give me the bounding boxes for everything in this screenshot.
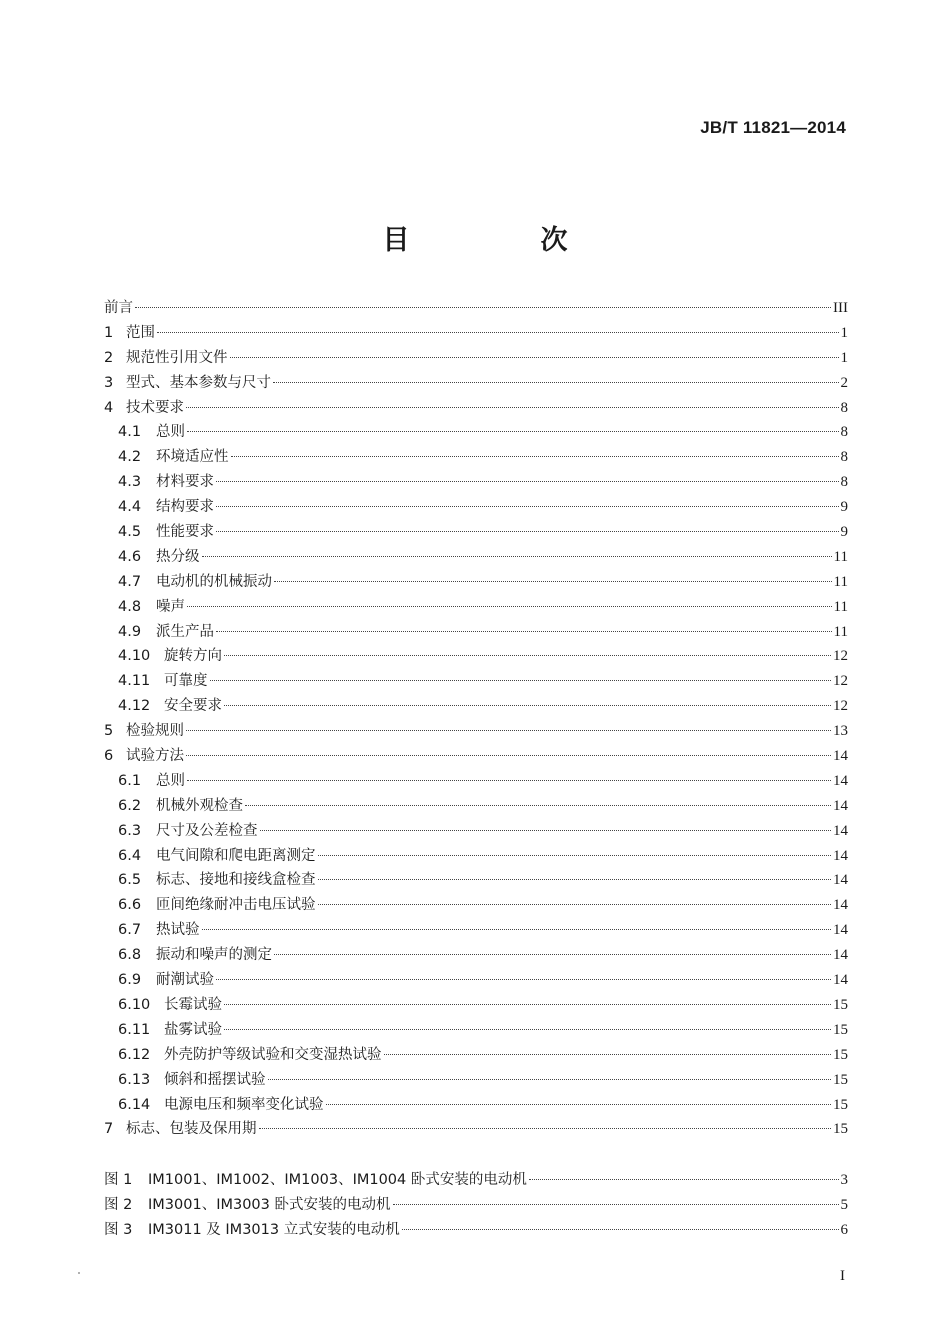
toc-entry[interactable] bbox=[104, 644, 848, 669]
toc-entry[interactable] bbox=[104, 1093, 848, 1118]
page-ref: 14 bbox=[833, 822, 848, 839]
toc-entry[interactable] bbox=[104, 545, 848, 570]
table-of-contents bbox=[104, 296, 848, 1243]
dot-leader bbox=[318, 904, 832, 905]
page-ref: 14 bbox=[833, 897, 848, 914]
toc-entry[interactable] bbox=[104, 420, 848, 445]
page-ref: 11 bbox=[833, 598, 848, 615]
section-title: 派生产品 bbox=[156, 623, 214, 640]
dot-leader bbox=[187, 431, 839, 432]
dot-leader bbox=[187, 606, 832, 607]
dot-leader bbox=[202, 556, 832, 557]
dot-leader bbox=[210, 680, 832, 681]
section-title: 电动机的机械振动 bbox=[156, 573, 272, 590]
figure-number: 图 2 bbox=[104, 1197, 133, 1214]
dot-leader bbox=[186, 730, 831, 731]
dot-leader bbox=[231, 456, 839, 457]
toc-entry[interactable] bbox=[104, 595, 848, 620]
toc-entry[interactable] bbox=[104, 918, 848, 943]
section-title: 振动和噪声的测定 bbox=[156, 947, 272, 964]
toc-entries bbox=[104, 296, 848, 1142]
figure-number: 图 1 bbox=[104, 1172, 133, 1189]
dot-leader bbox=[402, 1229, 839, 1230]
section-number: 3 bbox=[104, 374, 114, 391]
page-ref: 5 bbox=[840, 1197, 848, 1214]
page-ref: 12 bbox=[833, 648, 848, 665]
section-number: 6.7 bbox=[118, 922, 142, 939]
dot-leader bbox=[318, 879, 832, 880]
section-title: 材料要求 bbox=[156, 474, 214, 491]
toc-entry[interactable] bbox=[104, 1117, 848, 1142]
section-number: 4.1 bbox=[118, 424, 142, 441]
dot-leader bbox=[274, 581, 832, 582]
page-ref: 14 bbox=[833, 748, 848, 765]
page-ref: 15 bbox=[833, 1121, 848, 1138]
section-title: 标志、接地和接线盒检查 bbox=[156, 872, 316, 889]
figure-entry[interactable] bbox=[104, 1168, 848, 1193]
dot-leader bbox=[224, 705, 831, 706]
section-title: 盐雾试验 bbox=[164, 1021, 222, 1038]
toc-entry[interactable] bbox=[104, 371, 848, 396]
dot-leader bbox=[384, 1054, 832, 1055]
toc-entry[interactable] bbox=[104, 844, 848, 869]
section-title: 旋转方向 bbox=[164, 648, 222, 665]
section-title: 检验规则 bbox=[126, 723, 184, 740]
page-ref: 11 bbox=[833, 623, 848, 640]
dot-leader bbox=[224, 1004, 831, 1005]
page-ref: 15 bbox=[833, 996, 848, 1013]
toc-entry[interactable] bbox=[104, 445, 848, 470]
dot-leader bbox=[186, 755, 831, 756]
dot-leader bbox=[326, 1104, 832, 1105]
section-number: 4.7 bbox=[118, 573, 142, 590]
toc-entry[interactable] bbox=[104, 868, 848, 893]
section-number: 5 bbox=[104, 723, 114, 740]
section-title: 噪声 bbox=[156, 598, 185, 615]
section-title: 尺寸及公差检查 bbox=[156, 822, 258, 839]
section-title: 外壳防护等级试验和交变湿热试验 bbox=[164, 1046, 382, 1063]
section-title: 规范性引用文件 bbox=[126, 349, 228, 366]
section-number: 6.9 bbox=[118, 972, 142, 989]
toc-entry[interactable] bbox=[104, 346, 848, 371]
toc-entry[interactable] bbox=[104, 495, 848, 520]
page-number: I bbox=[840, 1268, 845, 1284]
figure-title: IM3011 及 IM3013 立式安装的电动机 bbox=[148, 1222, 400, 1239]
figure-number: 图 3 bbox=[104, 1222, 133, 1239]
toc-entry[interactable] bbox=[104, 744, 848, 769]
section-number: 6.14 bbox=[118, 1096, 151, 1113]
toc-entry[interactable] bbox=[104, 1043, 848, 1068]
toc-entry[interactable] bbox=[104, 943, 848, 968]
toc-entry[interactable] bbox=[104, 1068, 848, 1093]
figure-title: IM1001、IM1002、IM1003、IM1004 卧式安装的电动机 bbox=[148, 1172, 527, 1189]
section-title: 电气间隙和爬电距离测定 bbox=[156, 847, 316, 864]
page-ref: 14 bbox=[833, 872, 848, 889]
section-title: 结构要求 bbox=[156, 499, 214, 516]
toc-entry[interactable] bbox=[104, 893, 848, 918]
dot-leader bbox=[529, 1179, 839, 1180]
section-number: 7 bbox=[104, 1121, 114, 1138]
page-ref: 12 bbox=[833, 698, 848, 715]
section-number: 4.9 bbox=[118, 623, 142, 640]
section-title: 型式、基本参数与尺寸 bbox=[126, 374, 271, 391]
page-ref: 3 bbox=[840, 1172, 848, 1189]
toc-entry[interactable] bbox=[104, 694, 848, 719]
section-number: 6 bbox=[104, 748, 114, 765]
dot-leader bbox=[186, 407, 839, 408]
page-ref: 14 bbox=[833, 797, 848, 814]
dot-leader bbox=[318, 855, 832, 856]
section-number: 6.10 bbox=[118, 996, 151, 1013]
section-title: 安全要求 bbox=[164, 698, 222, 715]
figure-title: IM3001、IM3003 卧式安装的电动机 bbox=[148, 1197, 391, 1214]
toc-entry[interactable] bbox=[104, 819, 848, 844]
section-number: 4.8 bbox=[118, 598, 142, 615]
section-title: 电源电压和频率变化试验 bbox=[164, 1096, 324, 1113]
dot-leader bbox=[273, 382, 839, 383]
page-ref: 9 bbox=[840, 499, 848, 516]
section-number: 4.12 bbox=[118, 698, 151, 715]
page-title: 目 次 bbox=[382, 225, 620, 256]
page-ref: 13 bbox=[833, 723, 848, 740]
toc-entry[interactable] bbox=[104, 719, 848, 744]
page-ref: 8 bbox=[840, 474, 848, 491]
figure-entry[interactable] bbox=[104, 1193, 848, 1218]
dot-leader bbox=[230, 357, 839, 358]
page-ref: 15 bbox=[833, 1096, 848, 1113]
section-number: 6.1 bbox=[118, 772, 142, 789]
section-number: 4.6 bbox=[118, 548, 142, 565]
page-ref: 8 bbox=[840, 424, 848, 441]
page-ref: 14 bbox=[833, 772, 848, 789]
section-number: 4.10 bbox=[118, 648, 151, 665]
page-ref: 1 bbox=[840, 324, 848, 341]
toc-entry[interactable] bbox=[104, 296, 848, 321]
section-number: 6.13 bbox=[118, 1071, 151, 1088]
page-ref: 14 bbox=[833, 947, 848, 964]
section-title: 长霉试验 bbox=[164, 996, 222, 1013]
section-number: 2 bbox=[104, 349, 114, 366]
section-title: 倾斜和摇摆试验 bbox=[164, 1071, 266, 1088]
section-number: 4.2 bbox=[118, 449, 142, 466]
figure-entry[interactable] bbox=[104, 1218, 848, 1243]
section-number: 6.8 bbox=[118, 947, 142, 964]
toc-entry[interactable] bbox=[104, 794, 848, 819]
section-title: 热试验 bbox=[156, 922, 200, 939]
dot-leader bbox=[216, 481, 839, 482]
section-title: 范围 bbox=[126, 324, 155, 341]
dot-leader bbox=[157, 332, 839, 333]
dot-leader bbox=[135, 307, 831, 308]
section-title: 标志、包装及保用期 bbox=[126, 1121, 257, 1138]
dot-leader bbox=[260, 830, 832, 831]
dot-leader bbox=[274, 954, 831, 955]
section-title: 可靠度 bbox=[164, 673, 208, 690]
page-ref: 2 bbox=[840, 374, 848, 391]
section-title: 性能要求 bbox=[156, 524, 214, 541]
section-number: 1 bbox=[104, 324, 114, 341]
section-number: 4 bbox=[104, 399, 114, 416]
section-title: 前言 bbox=[104, 300, 133, 316]
section-number: 6.5 bbox=[118, 872, 142, 889]
dot-leader bbox=[259, 1128, 832, 1129]
page-ref: 15 bbox=[833, 1021, 848, 1038]
dot-leader bbox=[216, 506, 839, 507]
section-number: 4.4 bbox=[118, 499, 142, 516]
section-number: 4.3 bbox=[118, 474, 142, 491]
dot-leader bbox=[202, 929, 832, 930]
page-ref: 8 bbox=[840, 449, 848, 466]
page-ref: 1 bbox=[840, 349, 848, 366]
page-ref: 14 bbox=[833, 847, 848, 864]
scan-speck bbox=[78, 1272, 80, 1274]
toc-entry[interactable] bbox=[104, 321, 848, 346]
page-ref: 15 bbox=[833, 1046, 848, 1063]
section-number: 6.2 bbox=[118, 797, 142, 814]
toc-entry[interactable] bbox=[104, 570, 848, 595]
section-title: 总则 bbox=[156, 424, 185, 441]
dot-leader bbox=[224, 655, 831, 656]
section-gap bbox=[104, 1142, 848, 1168]
dot-leader bbox=[216, 531, 839, 532]
page-ref: III bbox=[833, 300, 848, 316]
toc-entry[interactable] bbox=[104, 968, 848, 993]
section-title: 技术要求 bbox=[126, 399, 184, 416]
toc-entry[interactable] bbox=[104, 1018, 848, 1043]
figure-list bbox=[104, 1168, 848, 1243]
toc-entry[interactable] bbox=[104, 396, 848, 421]
page-ref: 11 bbox=[833, 548, 848, 565]
page-ref: 12 bbox=[833, 673, 848, 690]
section-title: 总则 bbox=[156, 772, 185, 789]
page-ref: 9 bbox=[840, 524, 848, 541]
standard-number: JB/T 11821—2014 bbox=[700, 118, 846, 137]
page-ref: 14 bbox=[833, 972, 848, 989]
page-ref: 6 bbox=[840, 1222, 848, 1239]
page-ref: 14 bbox=[833, 922, 848, 939]
section-title: 机械外观检查 bbox=[156, 797, 243, 814]
section-number: 4.11 bbox=[118, 673, 151, 690]
dot-leader bbox=[393, 1204, 839, 1205]
section-number: 6.3 bbox=[118, 822, 142, 839]
section-number: 6.11 bbox=[118, 1021, 151, 1038]
page-ref: 15 bbox=[833, 1071, 848, 1088]
section-title: 试验方法 bbox=[126, 748, 184, 765]
section-title: 匝间绝缘耐冲击电压试验 bbox=[156, 897, 316, 914]
toc-entry[interactable] bbox=[104, 669, 848, 694]
section-title: 耐潮试验 bbox=[156, 972, 214, 989]
toc-entry[interactable] bbox=[104, 470, 848, 495]
section-number: 6.12 bbox=[118, 1046, 151, 1063]
dot-leader bbox=[224, 1029, 831, 1030]
section-number: 4.5 bbox=[118, 524, 142, 541]
dot-leader bbox=[245, 805, 831, 806]
page-ref: 8 bbox=[840, 399, 848, 416]
toc-entry[interactable] bbox=[104, 993, 848, 1018]
section-number: 6.4 bbox=[118, 847, 142, 864]
toc-entry[interactable] bbox=[104, 620, 848, 645]
section-title: 热分级 bbox=[156, 548, 200, 565]
toc-entry[interactable] bbox=[104, 769, 848, 794]
dot-leader bbox=[268, 1079, 832, 1080]
dot-leader bbox=[216, 979, 831, 980]
section-title: 环境适应性 bbox=[156, 449, 229, 466]
dot-leader bbox=[216, 631, 832, 632]
section-number: 6.6 bbox=[118, 897, 142, 914]
dot-leader bbox=[187, 780, 831, 781]
page-ref: 11 bbox=[833, 573, 848, 590]
toc-entry[interactable] bbox=[104, 520, 848, 545]
